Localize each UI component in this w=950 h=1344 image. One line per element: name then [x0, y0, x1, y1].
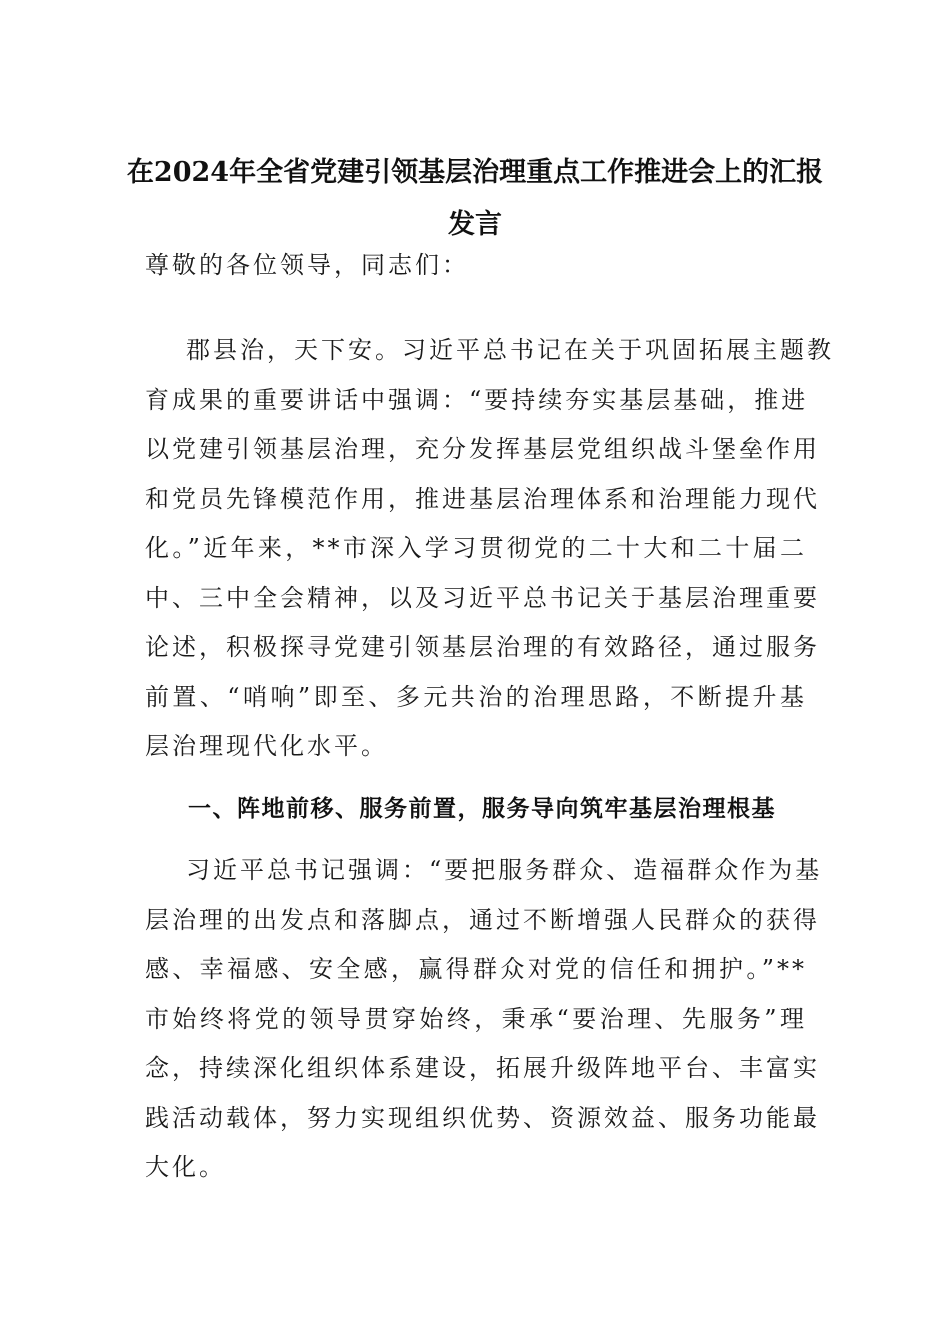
salutation [145, 241, 807, 291]
paragraph-line: 习近平总书记强调：“要把服务群众、造福群众作为基 [186, 856, 823, 884]
paragraph-line: 论述，积极探寻党建引领基层治理的有效路径，通过服务 [145, 633, 820, 661]
paragraph-line: 层治理现代化水平。 [145, 732, 388, 760]
paragraph-line: 践活动载体，努力实现组织优势、资源效益、服务功能最 [145, 1103, 820, 1132]
paragraph-line: 和党员先锋模范作用，推进基层治理体系和治理能力现代 [145, 484, 820, 513]
document-title-line-2: 发言 [448, 209, 502, 240]
paragraph-line: 以党建引领基层治理，充分发挥基层党组织战斗堡垒作用 [145, 435, 820, 463]
paragraph-line: 层治理的出发点和落脚点，通过不断增强人民群众的获得 [145, 905, 820, 934]
paragraph-line: 前置、“哨响”即至、多元共治的治理思路，不断提升基 [145, 682, 807, 711]
salutation-text: 尊敬的各位领导，同志们： [145, 251, 469, 279]
paragraph-line: 市始终将党的领导贯穿始终，秉承“要治理、先服务”理 [145, 1004, 807, 1033]
document-title-line-1: 在2024年全省党建引领基层治理重点工作推进会上的汇报 [126, 157, 824, 188]
paragraph-line: 感、幸福感、安全感，赢得群众对党的信任和拥护。”** [145, 955, 807, 983]
paragraph-line: 大化。 [145, 1153, 226, 1181]
section-heading-1: 一、阵地前移、服务前置，服务导向筑牢基层治理根基 [188, 795, 776, 822]
paragraph-line: 念，持续深化组织体系建设，拓展升级阵地平台、丰富实 [145, 1054, 820, 1082]
paragraph-line: 中、三中全会精神，以及习近平总书记关于基层治理重要 [145, 583, 820, 612]
paragraph-line: 化。”近年来，**市深入学习贯彻党的二十大和二十届二 [145, 534, 807, 562]
paragraph-2 [145, 846, 823, 1193]
paragraph-line: 郡县治，天下安。习近平总书记在关于巩固拓展主题教 [186, 336, 834, 364]
paragraph-1 [145, 326, 834, 772]
paragraph-line: 育成果的重要讲话中强调：“要持续夯实基层基础，推进 [145, 385, 809, 414]
